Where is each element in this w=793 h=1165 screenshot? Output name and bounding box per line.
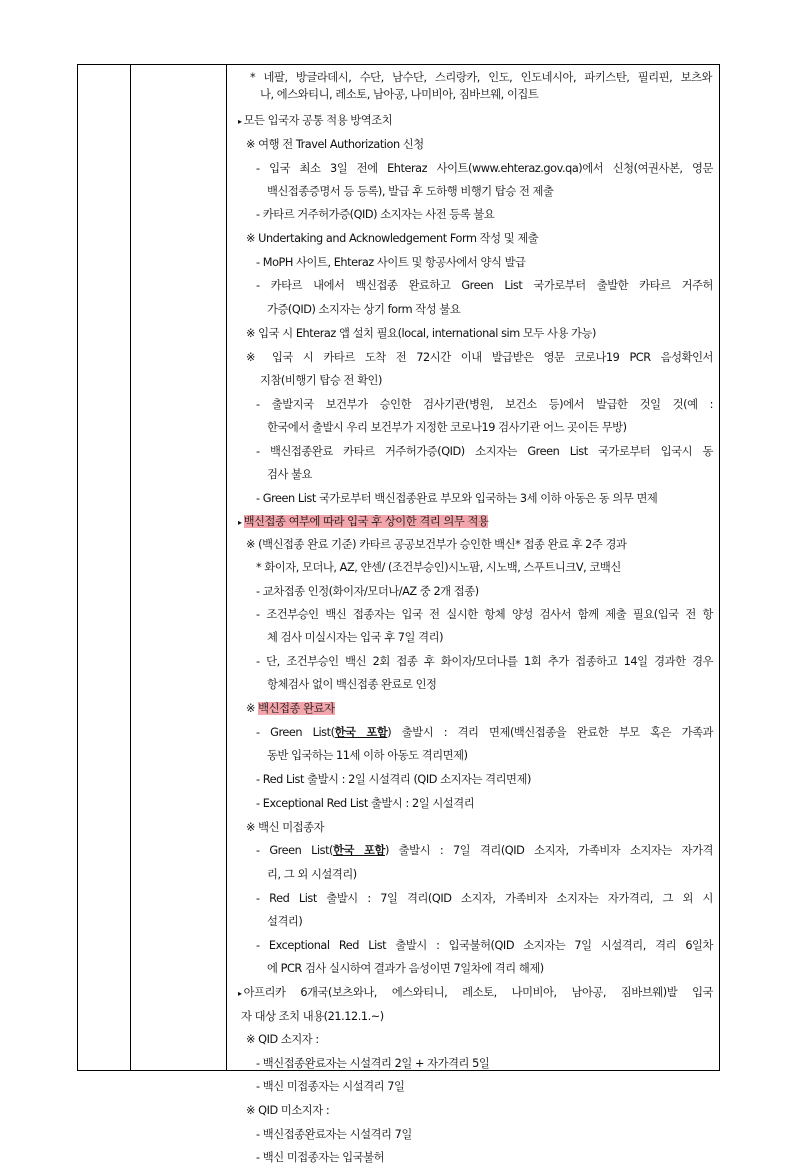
text-line — [256, 890, 713, 906]
line-text: ※ QID 소지자 : — [246, 1033, 319, 1046]
line-text: - 교차접종 인정(화이자/모더나/AZ 중 2개 접종) — [256, 585, 479, 598]
text-line — [250, 69, 712, 85]
text-prefix: - Green List( — [256, 726, 335, 739]
text-line — [246, 325, 596, 341]
text-line — [256, 583, 479, 599]
line-text: ) 출발시 : 격리 면제(백신접종을 완료한 부모 혹은 가족과 — [387, 726, 713, 739]
line-text: - Red List 출발시 : 7일 격리(QID 소지자, 가족비자 소지자는 자가격리, 그 외 시 — [256, 892, 713, 905]
line-text: - 출발지국 보건부가 승인한 검사기관(병원, 보건소 등)에서 발급한 것일 것(예 : — [256, 398, 713, 411]
line-text: 자 대상 조치 내용(21.12.1.~) — [241, 1010, 384, 1023]
text-line — [256, 606, 713, 622]
line-text: - 입국 최소 3일 전에 Ehteraz 사이트(www.ehteraz.gov.qa)에서 신청(여권사본, 영문 — [256, 162, 713, 175]
text-line — [267, 466, 312, 482]
line-text: - 백신 미접종자는 시설격리 7일 — [256, 1080, 405, 1093]
text-line — [246, 1031, 319, 1047]
text-line — [246, 536, 626, 552]
text-line — [267, 183, 553, 199]
column-divider-1 — [130, 65, 131, 1070]
text-line — [256, 559, 621, 575]
line-text: - 카타르 거주허가증(QID) 소지자는 사전 등록 불요 — [256, 208, 495, 221]
line-text: - Red List 출발시 : 2일 시설격리 (QID 소지자는 격리면제) — [256, 773, 531, 786]
text-line — [256, 1126, 412, 1142]
line-text: 모든 입국자 공통 적용 방역조치 — [243, 114, 393, 127]
text-line — [256, 1055, 489, 1071]
highlighted-text: 백신접종 완료자 — [258, 702, 335, 715]
line-text: - Exceptional Red List 출발시 : 2일 시설격리 — [256, 797, 475, 810]
text-line — [246, 136, 424, 152]
text-line — [241, 1008, 384, 1024]
text-line — [256, 653, 713, 669]
line-text: - 백신접종완료 카타르 거주허가증(QID) 소지자는 Green List 국가로부터 입국시 동 — [256, 445, 713, 458]
text-line — [246, 230, 538, 246]
line-text: 에 PCR 검사 실시하여 결과가 음성이면 7일차에 격리 해제) — [267, 962, 544, 975]
text-line — [267, 629, 443, 645]
line-text: 아프리카 6개국(보츠와나, 에스와티니, 레소토, 나미비아, 남아공, 짐바브웨)발 입국 — [243, 986, 713, 999]
emphasis-text: 한국 포함 — [333, 844, 385, 857]
text-line — [246, 819, 324, 835]
line-text: 한국에서 출발시 우리 보건부가 지정한 코로나19 검사기관 어느 곳이든 무방) — [267, 421, 627, 434]
text-line — [260, 86, 538, 102]
line-text: 동반 입국하는 11세 이하 아동도 격리면제) — [267, 749, 468, 762]
line-text: 지참(비행기 탑승 전 확인) — [260, 374, 382, 387]
line-text: ※ 입국 시 카타르 도착 전 72시간 이내 발급받은 영문 코로나19 PCR 음성확인서 — [246, 351, 713, 364]
line-text: - 카타르 내에서 백신접종 완료하고 Green List 국가로부터 출발한 카타르 거주허 — [256, 279, 713, 292]
line-text: * 화이자, 모더나, AZ, 얀센/ (조건부승인)시노팜, 시노백, 스푸트니크V, 코백신 — [256, 561, 621, 574]
text-line — [246, 700, 335, 716]
text-line — [256, 842, 713, 858]
text-prefix: - Green List( — [256, 844, 334, 857]
text-line — [238, 112, 392, 128]
text-line — [256, 1149, 384, 1165]
text-line — [267, 676, 437, 692]
line-text: - 단, 조건부승인 백신 2회 접종 후 화이자/모더나를 1회 추가 접종하고 14일 경과한 경우 — [256, 655, 713, 668]
text-line — [246, 1102, 329, 1118]
line-text: ※ QID 미소지자 : — [246, 1104, 330, 1117]
bullet-triangle-icon: ▸ — [238, 117, 242, 126]
text-line — [256, 396, 713, 412]
bullet-triangle-icon: ▸ — [238, 989, 242, 998]
line-text: - 백신 미접종자는 입국불허 — [256, 1151, 385, 1164]
line-text: ※ 입국 시 Ehteraz 앱 설치 필요(local, international sim 모두 사용 가능) — [246, 327, 596, 340]
line-text: 나, 에스와티니, 레소토, 남아공, 나미비아, 짐바브웨, 이집트 — [260, 88, 539, 101]
line-text: ※ (백신접종 완료 기준) 카타르 공공보건부가 승인한 백신* 접종 완료 후 2주 경과 — [246, 538, 627, 551]
text-line — [256, 490, 657, 506]
text-line — [267, 747, 468, 763]
text-line — [260, 372, 382, 388]
line-text: 검사 불요 — [267, 468, 312, 481]
line-text: 리, 그 외 시설격리) — [267, 868, 357, 881]
line-text: 설격리) — [267, 915, 303, 928]
text-line — [256, 254, 526, 270]
highlighted-text: 백신접종 여부에 따라 입국 후 상이한 격리 의무 적용 — [243, 515, 489, 528]
line-text: * 네팔, 방글라데시, 수단, 남수단, 스리랑카, 인도, 인도네시아, 파키스탄, 필리핀, 보츠와 — [250, 71, 712, 84]
text-line — [267, 866, 357, 882]
line-text: - 백신접종완료자는 시설격리 7일 — [256, 1128, 412, 1141]
text-line — [256, 443, 713, 459]
line-text: 항체검사 없이 백신접종 완료로 인정 — [267, 678, 437, 691]
line-text: 체 검사 미실시자는 입국 후 7일 격리) — [267, 631, 444, 644]
line-text: ) 출발시 : 7일 격리(QID 소지자, 가족비자 소지자는 자가격 — [384, 844, 713, 857]
text-line — [256, 277, 713, 293]
line-text: ※ 백신 미접종자 — [246, 821, 325, 834]
line-text: - MoPH 사이트, Ehteraz 사이트 및 항공사에서 양식 발급 — [256, 256, 526, 269]
line-text: - 조건부승인 백신 접종자는 입국 전 실시한 항체 양성 검사서 함께 제출 필요(입국 전 항 — [256, 608, 713, 621]
line-text: ※ 여행 전 Travel Authorization 신청 — [246, 138, 424, 151]
emphasis-text: 한국 포함 — [334, 726, 388, 739]
text-line — [238, 984, 713, 1000]
text-line — [267, 960, 544, 976]
line-text: - 백신접종완료자는 시설격리 2일 + 자가격리 5일 — [256, 1057, 490, 1070]
column-divider-2 — [226, 65, 227, 1070]
bullet-triangle-icon: ▸ — [238, 518, 242, 527]
text-line — [267, 301, 460, 317]
text-line — [267, 419, 627, 435]
text-line — [256, 771, 531, 787]
text-line — [256, 795, 474, 811]
text-line — [256, 937, 713, 953]
text-line — [256, 1078, 404, 1094]
text-line — [256, 206, 494, 222]
line-text: ※ Undertaking and Acknowledgement Form 작성 및 제출 — [246, 232, 539, 245]
line-text: - Exceptional Red List 출발시 : 입국불허(QID 소지자는 7일 시설격리, 격리 6일차 — [256, 939, 713, 952]
text-line — [238, 513, 488, 529]
line-text: 가증(QID) 소지자는 상기 form 작성 불요 — [267, 303, 461, 316]
line-text: - Green List 국가로부터 백신접종완료 부모와 입국하는 3세 이하 아동은 동 의무 면제 — [256, 492, 658, 505]
text-line — [267, 913, 302, 929]
text-line — [246, 349, 713, 365]
text-line — [256, 724, 713, 740]
reference-mark: ※ — [246, 702, 259, 715]
line-text: 백신접종증명서 등 등록), 발급 후 도하행 비행기 탑승 전 제출 — [267, 185, 554, 198]
text-line — [256, 160, 713, 176]
